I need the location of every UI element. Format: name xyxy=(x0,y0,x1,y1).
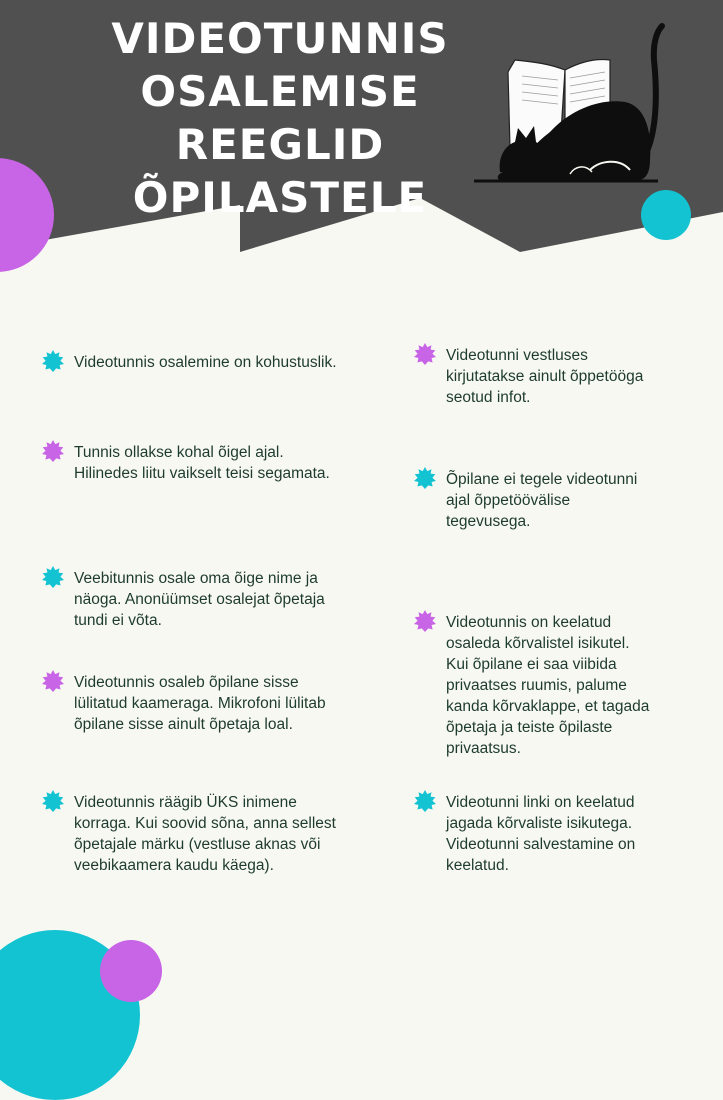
badge-bullet-icon xyxy=(413,790,437,814)
decor-circle-purple-bottom xyxy=(100,940,162,1002)
rule-line: keelatud. xyxy=(446,857,509,874)
rule-line: Õpilane ei tegele videotunni xyxy=(446,471,638,488)
rule-line: privaatsus. xyxy=(446,740,521,757)
rule-text xyxy=(446,469,637,532)
rule-text xyxy=(74,568,325,631)
title-line: REEGLID xyxy=(175,120,385,169)
rule-line: tegevusega. xyxy=(446,513,531,530)
rule-text xyxy=(446,792,635,876)
badge-bullet-icon xyxy=(413,467,437,491)
title-line: VIDEOTUNNIS xyxy=(111,14,449,63)
rule-line: ajal õppetöövälise xyxy=(446,492,571,509)
badge-bullet-icon xyxy=(41,566,65,590)
rule-line: näoga. Anonüümset osalejat õpetaja xyxy=(74,591,325,608)
rule-item xyxy=(41,792,336,876)
rule-line: Videotunni vestluses xyxy=(446,347,588,364)
rule-line: Videotunnis osaleb õpilane sisse xyxy=(74,674,299,691)
title-line: OSALEMISE xyxy=(140,67,420,116)
rule-text xyxy=(74,352,337,373)
rule-line: jagada kõrvaliste isikutega. xyxy=(446,815,633,832)
rule-line: tundi ei võta. xyxy=(74,612,162,629)
rule-text xyxy=(74,792,336,876)
rule-text xyxy=(446,345,643,408)
rule-line: korraga. Kui soovid sõna, anna sellest xyxy=(74,815,336,832)
rule-line: kanda kõrvaklappe, et tagada xyxy=(446,698,650,715)
badge-bullet-icon xyxy=(413,610,437,634)
rule-line: osaleda kõrvalistel isikutel. xyxy=(446,635,630,652)
badge-bullet-icon xyxy=(41,350,65,374)
cat-with-book-icon xyxy=(470,20,665,190)
badge-bullet-icon xyxy=(413,343,437,367)
rule-text xyxy=(446,612,649,759)
badge-bullet-icon xyxy=(41,670,65,694)
rule-item xyxy=(413,345,643,408)
rule-line: Videotunnis osalemine on kohustuslik. xyxy=(74,354,337,371)
rule-text xyxy=(74,672,326,735)
rule-line: privaatses ruumis, palume xyxy=(446,677,627,694)
decor-circle-teal-header xyxy=(641,190,691,240)
rule-text xyxy=(74,442,330,484)
rule-line: Videotunni salvestamine on xyxy=(446,836,636,853)
rule-line: Veebitunnis osale oma õige nime ja xyxy=(74,570,318,587)
rule-line: Kui õpilane ei saa viibida xyxy=(446,656,617,673)
rule-item xyxy=(413,612,649,759)
rule-item xyxy=(41,672,326,735)
rule-line: veebikaamera kaudu käega). xyxy=(74,857,274,874)
rule-line: Videotunni linki on keelatud xyxy=(446,794,635,811)
rule-item xyxy=(413,792,635,876)
rule-item xyxy=(41,352,337,374)
rule-line: õpetajale märku (vestluse aknas või xyxy=(74,836,321,853)
rule-line: lülitatud kaameraga. Mikrofoni lülitab xyxy=(74,695,326,712)
rule-item xyxy=(41,568,325,631)
rule-line: õpetaja ja teiste õpilaste xyxy=(446,719,613,736)
rule-item xyxy=(413,469,637,532)
title-line: ÕPILASTELE xyxy=(132,173,428,222)
rule-line: õpilane sisse ainult õpetaja loal. xyxy=(74,716,293,733)
rule-line: kirjutatakse ainult õppetööga xyxy=(446,368,644,385)
badge-bullet-icon xyxy=(41,790,65,814)
rule-line: Videotunnis räägib ÜKS inimene xyxy=(74,794,297,811)
rule-line: Tunnis ollakse kohal õigel ajal. xyxy=(74,444,284,461)
rule-line: Videotunnis on keelatud xyxy=(446,614,612,631)
page-title xyxy=(60,12,500,224)
rule-line: Hilinedes liitu vaikselt teisi segamata. xyxy=(74,465,330,482)
rule-item xyxy=(41,442,330,484)
badge-bullet-icon xyxy=(41,440,65,464)
rule-line: seotud infot. xyxy=(446,389,531,406)
